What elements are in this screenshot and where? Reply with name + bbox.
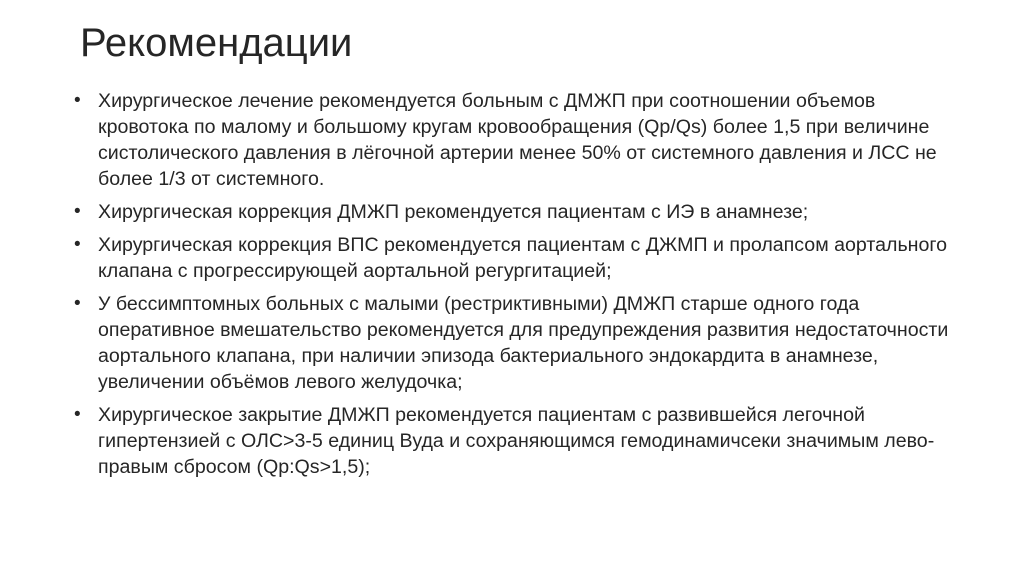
bullet-text: Хирургическая коррекция ДМЖП рекомендуется пациентам с ИЭ в анамнезе;: [98, 201, 809, 223]
bullet-item: [72, 88, 952, 192]
bullet-item: [72, 291, 952, 395]
slide-title: Рекомендации: [80, 21, 353, 65]
bullet-item: [72, 402, 952, 480]
bullet-item: [72, 199, 952, 225]
bullet-dot-icon: •: [74, 293, 81, 314]
bullet-text: Хирургическая коррекция ВПС рекомендуется пациентам с ДЖМП и пролапсом аортального клапана с прогрессирующей аортальной регургитацией;: [98, 234, 947, 282]
bullet-dot-icon: •: [74, 404, 81, 425]
bullet-dot-icon: •: [74, 201, 81, 222]
bullet-text: У бессимптомных больных с малыми (рестриктивными) ДМЖП старше одного года оперативное вмешательство рекомендуется для предупреждения развития недостаточности аортального клапана, при наличии эпизода бактериального эндокардита в анамнезе, увеличении объёмов левого желудочка;: [98, 293, 949, 393]
bullet-text: Хирургическое лечение рекомендуется больным с ДМЖП при соотношении объемов кровотока по малому и большому кругам кровообращения (Qp/Qs) более 1,5 при величине систолического давления в лёгочной артерии менее 50% от системного давления и ЛСС не более 1/3 от системного.: [98, 90, 937, 190]
bullet-dot-icon: •: [74, 90, 81, 111]
bullet-text: Хирургическое закрытие ДМЖП рекомендуется пациентам с развившейся легочной гипертензией с ОЛС>3-5 единиц Вуда и сохраняющимся гемодинамичсеки значимым лево-правым сбросом (Qp:Qs>1,5);: [98, 404, 935, 478]
bullet-item: [72, 232, 952, 284]
bullet-dot-icon: •: [74, 234, 81, 255]
bullet-list: [72, 88, 952, 487]
